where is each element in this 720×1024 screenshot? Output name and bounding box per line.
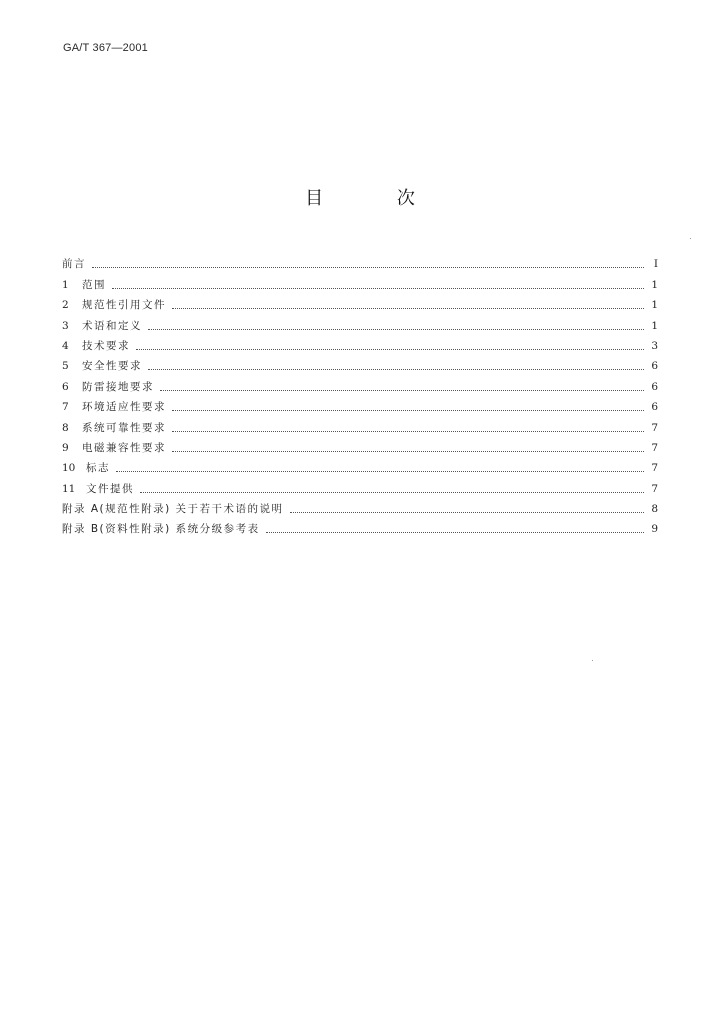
toc-leader-dots — [116, 470, 644, 472]
toc-entry-label: 系统可靠性要求 — [82, 421, 166, 434]
toc-entry-page: 1 — [651, 299, 658, 312]
toc-entry-page: 6 — [651, 401, 658, 414]
toc-entry-5[interactable] — [62, 353, 658, 373]
toc-entry-label: 环境适应性要求 — [82, 401, 166, 414]
toc-entry-8[interactable] — [62, 414, 658, 434]
toc-entry-number: 11 — [62, 482, 76, 495]
toc-entry-label: 电磁兼容性要求 — [82, 441, 166, 454]
toc-leader-dots — [148, 368, 644, 370]
toc-leader-dots — [112, 287, 644, 289]
toc-leader-dots — [136, 348, 644, 350]
toc-entry-page: 6 — [651, 380, 658, 393]
scan-speck — [592, 660, 593, 661]
toc-entry-6[interactable] — [62, 373, 658, 393]
toc-entry-label: 防雷接地要求 — [82, 380, 154, 393]
scan-speck — [690, 238, 691, 239]
toc-entry-page: 1 — [651, 278, 658, 291]
toc-entry-number: 7 — [62, 401, 69, 414]
toc-entry-page: 7 — [651, 462, 658, 475]
toc-entry-10[interactable] — [62, 455, 658, 475]
toc-entry-label: 安全性要求 — [82, 360, 142, 373]
page-header-doc-code: GA/T 367—2001 — [63, 42, 148, 54]
toc-entry-number: 6 — [62, 380, 69, 393]
toc-entry-page: 3 — [651, 339, 658, 352]
toc-entry-label: 附录 B(资料性附录) 系统分级参考表 — [62, 523, 260, 536]
toc-entry-9[interactable] — [62, 435, 658, 455]
toc-leader-dots — [172, 307, 644, 309]
toc-entry-page: 7 — [651, 421, 658, 434]
toc-entry-number: 4 — [62, 339, 69, 352]
toc-entry-label: 前言 — [62, 258, 86, 271]
toc-entry-label: 文件提供 — [86, 482, 134, 495]
toc-entry-7[interactable] — [62, 394, 658, 414]
toc-entry-3[interactable] — [62, 312, 658, 332]
toc-entry-label: 规范性引用文件 — [82, 299, 166, 312]
table-of-contents — [62, 251, 658, 536]
toc-leader-dots — [92, 266, 644, 268]
toc-entry-number: 5 — [62, 360, 69, 373]
toc-entry-page: Ⅰ — [653, 258, 658, 271]
toc-entry-page: 1 — [651, 319, 658, 332]
toc-leader-dots — [160, 389, 644, 391]
toc-entry-page: 6 — [651, 360, 658, 373]
toc-entry-number: 8 — [62, 421, 69, 434]
toc-entry-appendix-b[interactable] — [62, 516, 658, 536]
toc-entry-page: 9 — [651, 523, 658, 536]
toc-entry-label: 附录 A(规范性附录) 关于若干术语的说明 — [62, 503, 284, 516]
toc-entry-number: 10 — [62, 462, 76, 475]
toc-leader-dots — [172, 450, 644, 452]
toc-title: 目 次 — [305, 188, 449, 209]
toc-leader-dots — [290, 511, 644, 513]
toc-entry-page: 8 — [651, 503, 658, 516]
toc-entry-label: 标志 — [86, 462, 110, 475]
toc-leader-dots — [266, 531, 644, 533]
toc-entry-2[interactable] — [62, 292, 658, 312]
toc-leader-dots — [148, 328, 644, 330]
toc-entry-label: 范围 — [82, 278, 106, 291]
toc-entry-foreword[interactable] — [62, 251, 658, 271]
toc-entry-11[interactable] — [62, 475, 658, 495]
toc-entry-page: 7 — [651, 482, 658, 495]
toc-entry-number: 3 — [62, 319, 69, 332]
toc-entry-number: 9 — [62, 441, 69, 454]
toc-entry-1[interactable] — [62, 271, 658, 291]
toc-entry-4[interactable] — [62, 333, 658, 353]
toc-entry-appendix-a[interactable] — [62, 496, 658, 516]
toc-leader-dots — [172, 430, 644, 432]
toc-entry-number: 1 — [62, 278, 69, 291]
toc-entry-page: 7 — [651, 441, 658, 454]
toc-leader-dots — [172, 409, 644, 411]
toc-entry-label: 技术要求 — [82, 339, 130, 352]
toc-entry-label: 术语和定义 — [82, 319, 142, 332]
toc-entry-number: 2 — [62, 299, 69, 312]
toc-leader-dots — [140, 491, 644, 493]
